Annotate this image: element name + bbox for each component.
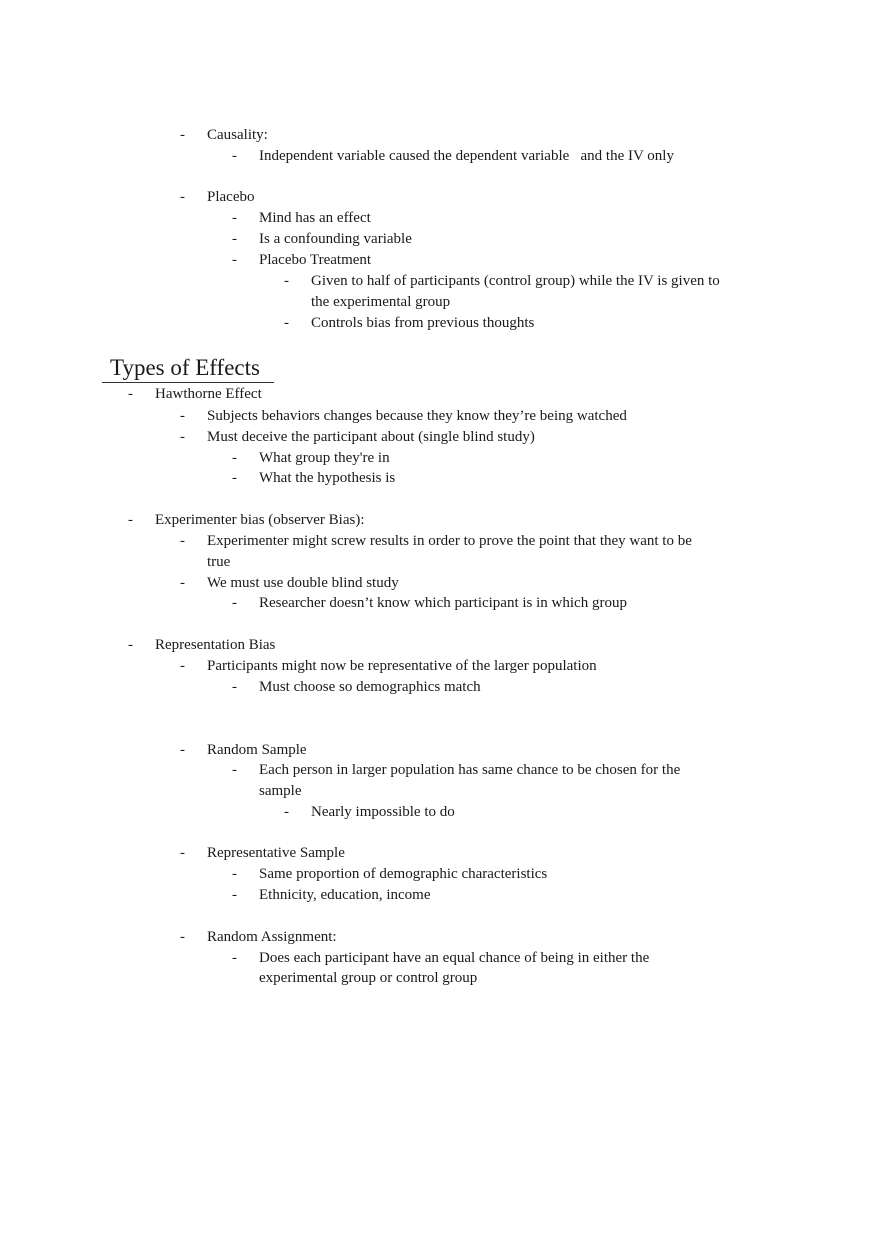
random-assignment-item: Does each participant have an equal chance of being in either the	[259, 950, 650, 966]
experimenter-sub-item: Researcher doesn’t know which participant is in which group	[259, 595, 627, 611]
bullet-dash: -	[232, 470, 237, 486]
bullet-dash: -	[232, 450, 237, 466]
placebo-title: Placebo	[207, 189, 255, 205]
representative-sample-item: Ethnicity, education, income	[259, 887, 431, 903]
representation-title: Representation Bias	[155, 637, 276, 653]
random-sample-title: Random Sample	[207, 742, 307, 758]
placebo-treatment-item: Controls bias from previous thoughts	[311, 315, 535, 331]
placebo-item: Mind has an effect	[259, 210, 371, 226]
bullet-dash: -	[284, 273, 289, 289]
bullet-dash: -	[232, 595, 237, 611]
random-assignment-item-continued: experimental group or control group	[259, 970, 478, 986]
random-sample-item-continued: sample	[259, 783, 302, 799]
bullet-dash: -	[128, 512, 133, 528]
bullet-dash: -	[180, 127, 185, 143]
bullet-dash: -	[128, 386, 133, 402]
placebo-item: Is a confounding variable	[259, 231, 412, 247]
random-sample-item: Each person in larger population has same chance to be chosen for the	[259, 762, 681, 778]
random-assignment-title: Random Assignment:	[207, 929, 337, 945]
bullet-dash: -	[284, 315, 289, 331]
hawthorne-item: Subjects behaviors changes because they know they’re being watched	[207, 408, 627, 424]
bullet-dash: -	[180, 742, 185, 758]
bullet-dash: -	[180, 845, 185, 861]
representative-sample-title: Representative Sample	[207, 845, 345, 861]
experimenter-item: Experimenter might screw results in order to prove the point that they want to be	[207, 533, 692, 549]
bullet-dash: -	[180, 429, 185, 445]
bullet-dash: -	[232, 210, 237, 226]
bullet-dash: -	[232, 148, 237, 164]
bullet-dash: -	[232, 866, 237, 882]
representative-sample-item: Same proportion of demographic characteristics	[259, 866, 548, 882]
bullet-dash: -	[232, 679, 237, 695]
representation-item: Participants might now be representative of the larger population	[207, 658, 597, 674]
bullet-dash: -	[180, 929, 185, 945]
placebo-treatment-item: Given to half of participants (control group) while the IV is given to	[311, 273, 720, 289]
experimenter-item: We must use double blind study	[207, 575, 399, 591]
types-of-effects-heading: Types of Effects	[102, 354, 274, 383]
bullet-dash: -	[232, 762, 237, 778]
bullet-dash: -	[180, 408, 185, 424]
bullet-dash: -	[232, 887, 237, 903]
representation-sub-item: Must choose so demographics match	[259, 679, 481, 695]
causality-item: Independent variable caused the dependent variable and the IV only	[259, 148, 674, 164]
random-sample-sub-item: Nearly impossible to do	[311, 804, 455, 820]
causality-title: Causality:	[207, 127, 268, 143]
placebo-treatment-item-continued: the experimental group	[311, 294, 451, 310]
hawthorne-title: Hawthorne Effect	[155, 386, 262, 402]
hawthorne-item: Must deceive the participant about (single blind study)	[207, 429, 535, 445]
placebo-item: Placebo Treatment	[259, 252, 372, 268]
bullet-dash: -	[180, 575, 185, 591]
bullet-dash: -	[180, 189, 185, 205]
experimenter-item-continued: true	[207, 554, 231, 570]
bullet-dash: -	[232, 231, 237, 247]
experimenter-title: Experimenter bias (observer Bias):	[155, 512, 365, 528]
bullet-dash: -	[232, 950, 237, 966]
bullet-dash: -	[180, 533, 185, 549]
bullet-dash: -	[128, 637, 133, 653]
bullet-dash: -	[284, 804, 289, 820]
hawthorne-sub-item: What group they're in	[259, 450, 390, 466]
hawthorne-sub-item: What the hypothesis is	[259, 470, 396, 486]
bullet-dash: -	[232, 252, 237, 268]
bullet-dash: -	[180, 658, 185, 674]
